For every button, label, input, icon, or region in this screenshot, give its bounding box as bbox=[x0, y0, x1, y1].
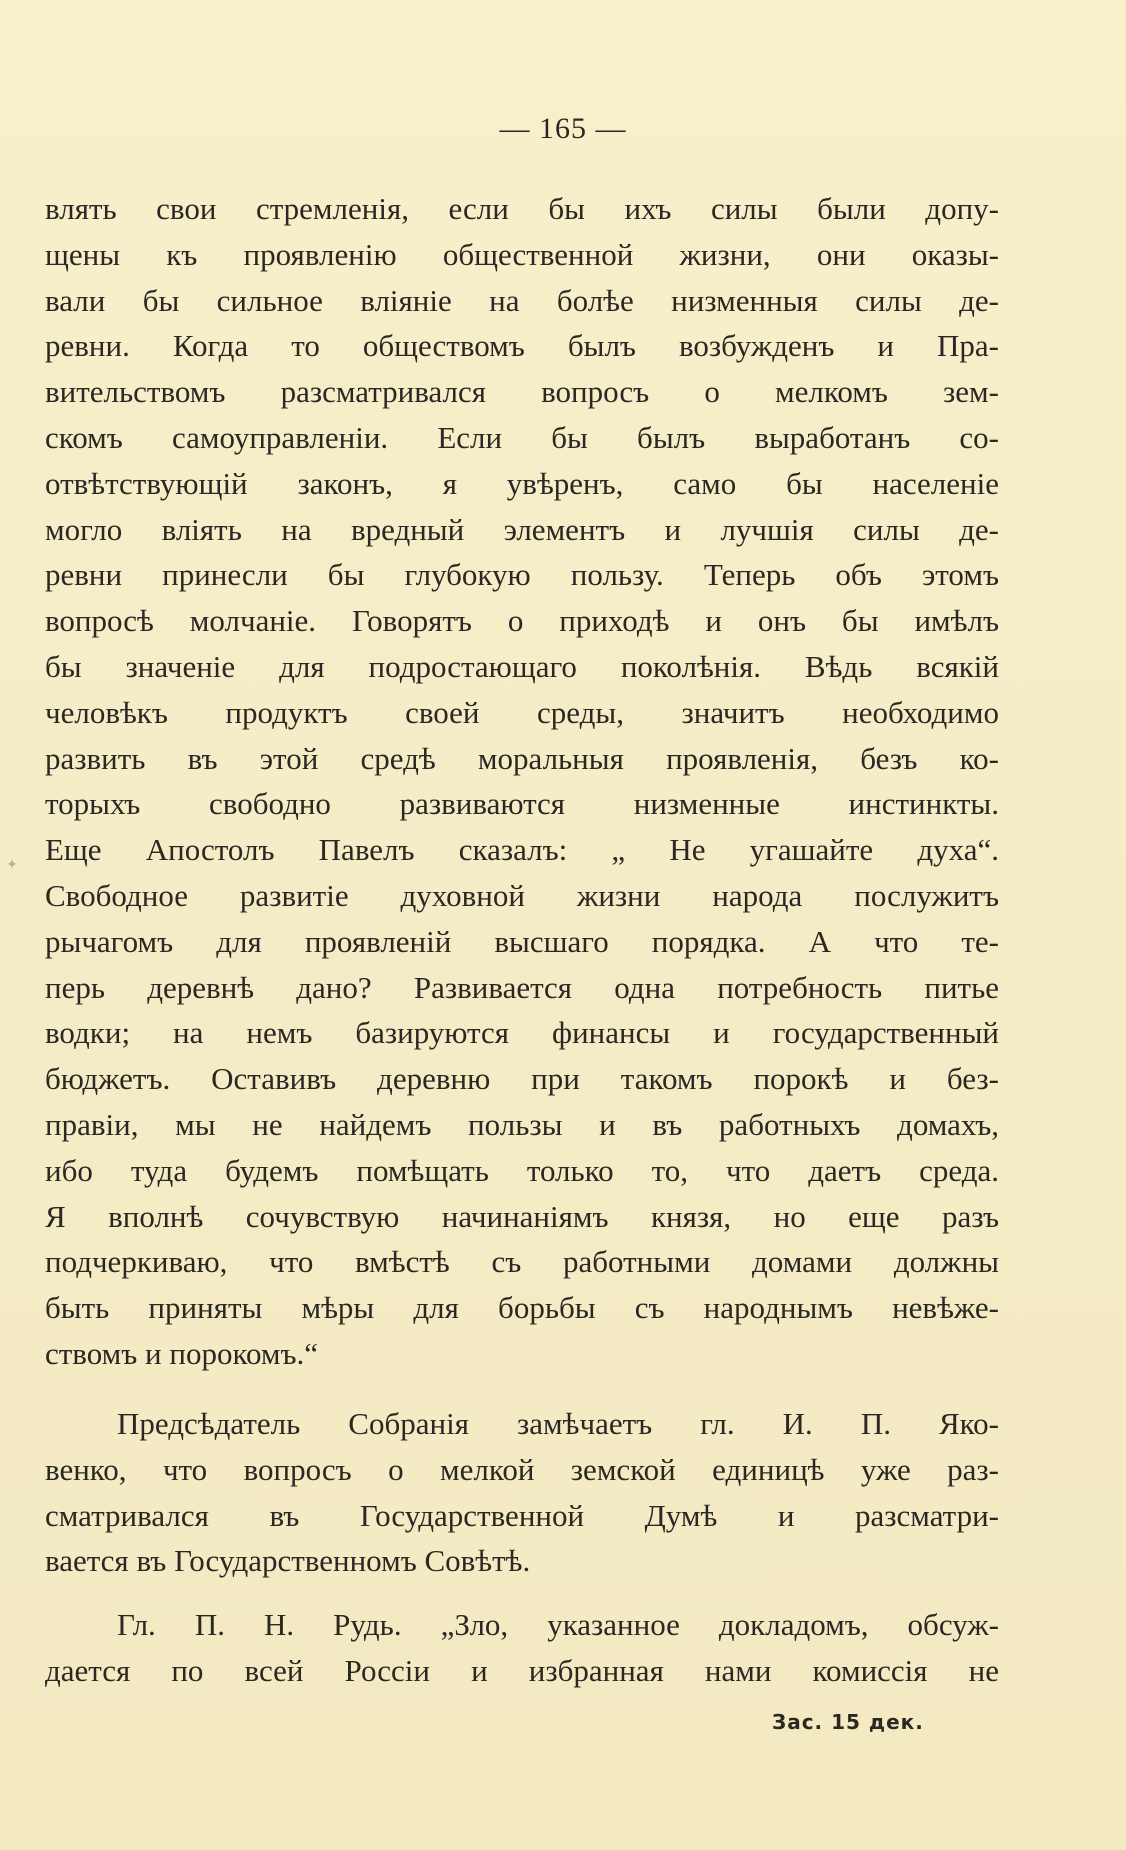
text-line: рычагомъ для проявленій высшаго порядка. А что те- bbox=[45, 923, 999, 959]
text-line: отвѣтствующій законъ, я увѣренъ, само бы населеніе bbox=[45, 465, 999, 501]
text-line: подчеркиваю, что вмѣстѣ съ работными домами должны bbox=[45, 1244, 999, 1280]
text-line: бы значеніе для подростающаго поколѣнія. Вѣдь всякій bbox=[45, 648, 999, 684]
text-line: бюджетъ. Оставивъ деревню при такомъ порокѣ и без- bbox=[45, 1061, 999, 1097]
text-line: вительствомъ разсматривался вопросъ о мелкомъ зем- bbox=[45, 374, 999, 410]
text-line: человѣкъ продуктъ своей среды, значитъ необходимо bbox=[45, 694, 999, 730]
text-line: правіи, мы не найдемъ пользы и въ работныхъ домахъ, bbox=[45, 1106, 999, 1142]
text-line: Свободное развитіе духовной жизни народа послужитъ bbox=[45, 877, 999, 913]
text-line: Я вполнѣ сочувствую начинаніямъ князя, но еще разъ bbox=[45, 1198, 999, 1234]
text-line: Еще Апостолъ Павелъ сказалъ: „ Не угашайте духа“. bbox=[45, 832, 999, 868]
text-line: ибо туда будемъ помѣщать только то, что даетъ среда. bbox=[45, 1152, 999, 1188]
text-line: перь деревнѣ дано? Развивается одна потребность питье bbox=[45, 969, 999, 1005]
text-line: скомъ самоуправленіи. Если бы былъ выработанъ со- bbox=[45, 419, 999, 455]
margin-mark: ✦ bbox=[6, 858, 18, 873]
text-line: венко, что вопросъ о мелкой земской единицѣ уже раз- bbox=[45, 1451, 999, 1487]
text-line: дается по всей Россіи и избранная нами комиссія не bbox=[45, 1652, 999, 1688]
text-line: водки; на немъ базируются финансы и государственный bbox=[45, 1015, 999, 1051]
text-line: сматривался въ Государственной Думѣ и разсматри- bbox=[45, 1497, 999, 1533]
text-line: Гл. П. Н. Рудь. „Зло, указанное докладомъ, обсуж- bbox=[117, 1607, 999, 1642]
text-line: развить въ этой средѣ моральныя проявленія, безъ ко- bbox=[45, 740, 999, 776]
text-line: вается въ Государственномъ Совѣтѣ. bbox=[45, 1543, 531, 1579]
page-number: — 165 — bbox=[499, 112, 627, 145]
text-line: ревни принесли бы глубокую пользу. Теперь объ этомъ bbox=[45, 557, 999, 593]
text-line: ствомъ и порокомъ.“ bbox=[45, 1335, 319, 1371]
paragraph-speech-continuation bbox=[45, 186, 999, 1377]
text-line: ревни. Когда то обществомъ былъ возбужденъ и Пра- bbox=[45, 328, 999, 364]
printer-signature: Зас. 15 дек. bbox=[772, 1710, 924, 1734]
text-line: вопросѣ молчаніе. Говорятъ о приходѣ и онъ бы имѣлъ bbox=[45, 603, 999, 639]
paragraph-rud-speech bbox=[45, 1602, 999, 1694]
text-line: торыхъ свободно развиваются низменные инстинкты. bbox=[45, 786, 999, 822]
text-line: быть приняты мѣры для борьбы съ народнымъ невѣже- bbox=[45, 1290, 999, 1326]
text-line: влять свои стремленія, если бы ихъ силы были допу- bbox=[45, 191, 999, 226]
text-line: Предсѣдатель Собранія замѣчаетъ гл. И. П. Яко- bbox=[117, 1406, 999, 1441]
paragraph-chairman-remark bbox=[45, 1401, 999, 1584]
text-line: вали бы сильное вліяніе на болѣе низменныя силы де- bbox=[45, 282, 999, 318]
text-line: могло вліять на вредный элементъ и лучшія силы де- bbox=[45, 511, 999, 547]
text-line: щены къ проявленію общественной жизни, они оказы- bbox=[45, 236, 999, 272]
